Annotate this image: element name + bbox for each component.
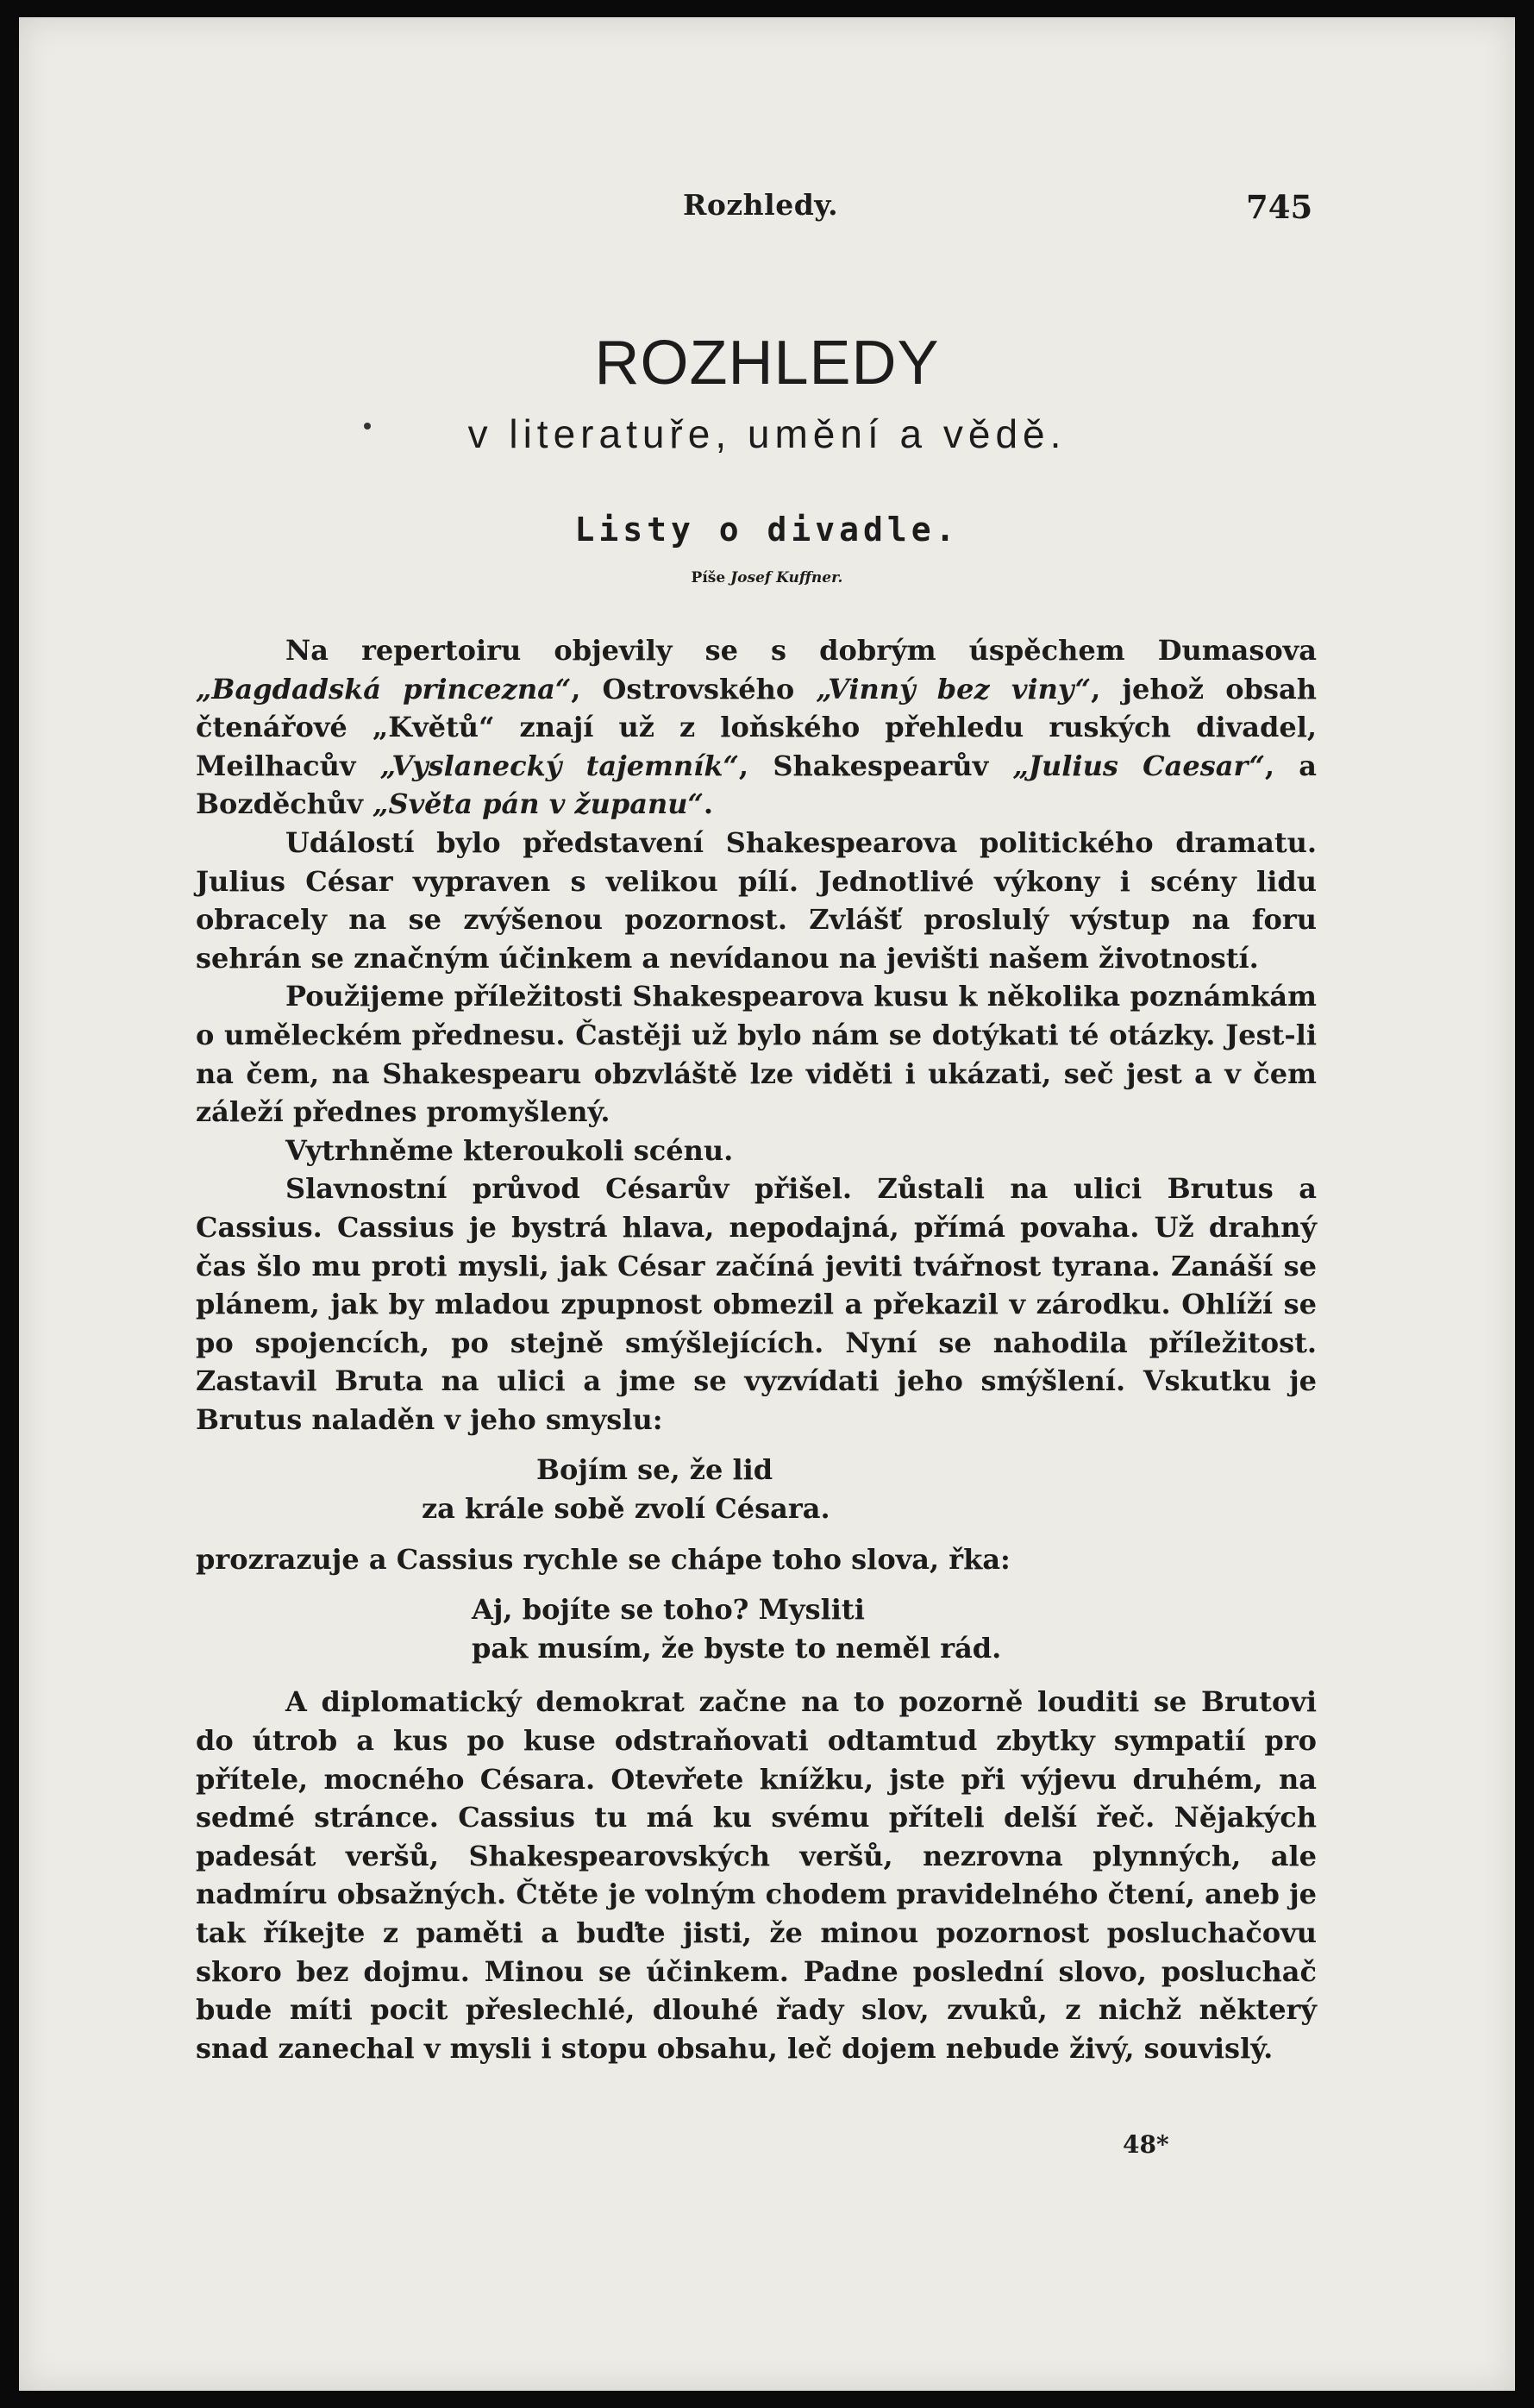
p1-text-b: , Ostrovského (571, 672, 817, 705)
p1-text-a: Na repertoiru objevily se s dobrým úspěchem Dumasova (285, 634, 1317, 667)
article-title: Listy o divadle. (574, 511, 960, 549)
play-title-julius: „Julius Caesar“ (1012, 749, 1265, 782)
verse-line: Bojím se, že lid (536, 1453, 773, 1487)
verse-line: Aj, bojíte se toho? Mysliti (472, 1593, 865, 1627)
verse-line: za krále sobě zvolí Césara. (422, 1492, 830, 1526)
play-title-vyslanecky: „Vyslanecký tajemník“ (379, 749, 739, 782)
play-title-vinny: „Vinný bez viny“ (816, 672, 1092, 705)
running-title: Rozhledy. (683, 188, 839, 222)
running-header (19, 188, 1515, 231)
paragraph-7: A diplomatický demokrat začne na to pozorně louditi se Brutovi do útrob a kus po kuse odstraňovati odtamtud zbytky sympatií pro přítele, mocného Césara. Otevřete knížku, jste při výjevu druhém, na sedmé stránce. Cassius tu má ku svému příteli delší řeč. Nějakých padesát veršů, Shakespearovských veršů, nezrovna plynných, ale nadmíru obsažných. Čtěte je volným chodem pravidelného čtení, aneb je tak říkejte z paměti a buďte jisti, že minou pozornost posluchačovu skoro bez dojmu. Minou se účinkem. Padne poslední slovo, posluchač bude míti pocit přeslechlé, dlouhé řady slov, zvuků, z nichž některý snad zanechal v mysli i stopu obsahu, leč dojem nebude živý, souvislý. (196, 1685, 1317, 2065)
p1-text-e: , a Bozděchův (196, 749, 1318, 821)
byline-prefix: Píše (691, 569, 726, 586)
verse-quote-2 (196, 1590, 1317, 1667)
paragraph-6: prozrazuje a Cassius rychle se chápe toho slova, řka: (196, 1542, 1011, 1576)
signature-mark: 48* (1123, 2130, 1169, 2159)
page-number: 745 (1246, 188, 1313, 226)
paragraph-1 (196, 631, 1317, 824)
book-page (19, 17, 1515, 2391)
section-subtitle: v literatuře, umění a vědě. (467, 411, 1067, 456)
paragraph-2: Událostí bylo představení Shakespearova politického dramatu. Julius César vypraven s velikou pílí. Jednotlivé výkony i scény lidu obracely na se zvýšenou pozornost. Zvlášť proslulý výstup na foru sehrán se značným účinkem a nevídanou na jevišti našem životností. (196, 825, 1317, 975)
p1-text-f: . (703, 787, 714, 821)
p1-text-d: , Shakespearův (738, 749, 1013, 782)
play-title-bagdadska: „Bagdadská princezna“ (196, 672, 572, 705)
article-body (196, 631, 1317, 2067)
paragraph-4: Vytrhněme kteroukoli scénu. (285, 1133, 734, 1167)
byline (19, 569, 1515, 586)
play-title-sveta-pan: „Světa pán v županu“ (373, 787, 704, 821)
paragraph-3: Použijeme příležitosti Shakespearova kusu k několika poznámkám o uměleckém přednesu. Častěji už bylo nám se dotýkati té otázky. Jest-li na čem, na Shakespearu obzvláště lze viděti i ukázati, seč jest a v čem záleží přednes promyšlený. (196, 980, 1317, 1129)
section-title: ROZHLEDY (594, 329, 940, 398)
verse-line: pak musím, že byste to neměl rád. (472, 1631, 1002, 1665)
verse-quote-1 (196, 1451, 1317, 1527)
p1-text-c: , jehož obsah čtenářové „Květů“ znají už z loňského přehledu ruských divadel, Meilhacův (196, 672, 1318, 782)
paragraph-5: Slavnostní průvod Césarův přišel. Zůstali na ulici Brutus a Cassius. Cassius je bystrá hlava, nepodajná, přímá povaha. Už drahný čas šlo mu proti mysli, jak César začíná jeviti tvářnost tyrana. Zanáší se plánem, jak by mladou zpupnost obmezil a překazil v zárodku. Ohlíží se po spojencích, po stejně smýšlejících. Nyní se nahodila příležitost. Zastavil Bruta na ulici a jme se vyzvídati jeho smýšlení. Vskutku je Brutus naladěn v jeho smyslu: (196, 1172, 1317, 1436)
byline-author: Josef Kuffner. (730, 569, 843, 586)
